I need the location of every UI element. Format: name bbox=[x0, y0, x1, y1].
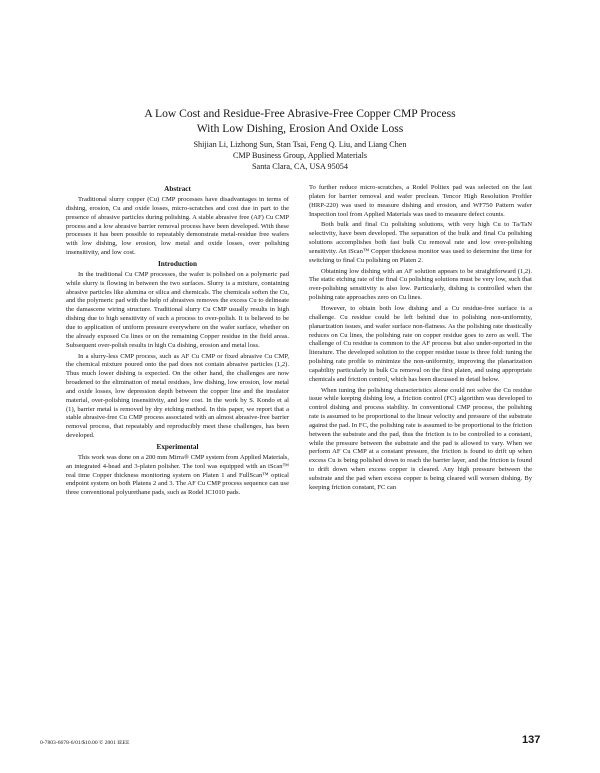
experimental-paragraph-1: This work was done on a 200 mm Mirra® CMP system from Applied Materials, an integrated 4-head and 3-platen polisher. The tool was equipped with an iScan™ real time Copper thickness monitoring system on Platen 1 and FullScan™ optical endpoint system on both Platens 2 and 3. The AF Cu CMP process sequence can use three conventional polyurethane pads, such as Rodel IC1010 pads. bbox=[66, 453, 289, 497]
right-paragraph-1: To further reduce micro-scratches, a Rodel Politex pad was selected on the last platen for barrier removal and wafer preclean. Tencor High Resolution Profiler (HRP-220) was used to measure dishing and erosion, and WF750 Pattern wafer Inspection tool from Applied Materials was used to measure defect counts. bbox=[309, 184, 532, 218]
paper-title bbox=[60, 106, 540, 136]
abstract-heading: Abstract bbox=[164, 185, 191, 193]
title-line-1: A Low Cost and Residue-Free Abrasive-Free Copper CMP Process bbox=[144, 107, 456, 120]
author-location: Santa Clara, CA, USA 95054 bbox=[252, 162, 348, 171]
page-number: 137 bbox=[522, 734, 541, 746]
author-affiliation: CMP Business Group, Applied Materials bbox=[232, 151, 368, 160]
right-column bbox=[309, 184, 532, 495]
experimental-heading: Experimental bbox=[156, 442, 199, 451]
abstract-paragraph: Traditional slurry copper (Cu) CMP processes have disadvantages in terms of dishing, erosion, Cu and oxide losses, micro-scratches and cost due in part to the presence of abrasive particles during polishing. A stable abrasive free (AF) Cu CMP process and a low abrasive barrier removal process have been developed. With these processes it has been possible to repeatably demonstrate metal-residue free wafers with low dishing, low erosion, low metal and oxide losses, over polishing insensitivity, and low cost. bbox=[66, 196, 289, 257]
right-paragraph-2: Both bulk and final Cu polishing solutions, with very high Cu to Ta/TaN selectivity, have been developed. The separation of the bulk and final Cu polishing solutions accomplishes both fast bulk Cu removal rate and low over-polishing sensitivity. An iScan™ Copper thickness monitor was used to determine the time for switching to final Cu polishing on Platen 2. bbox=[309, 221, 532, 264]
author-names: Shijian Li, Lizhong Sun, Stan Tsai, Feng Q. Liu, and Liang Chen bbox=[193, 140, 407, 149]
introduction-heading: Introduction bbox=[157, 259, 197, 268]
copyright-footer: 0-7803-6678-6/01/$10.00 © 2001 IEEE bbox=[40, 740, 130, 746]
title-line-2: With Low Dishing, Erosion And Oxide Loss bbox=[196, 122, 404, 135]
author-block bbox=[60, 139, 540, 172]
introduction-paragraph-2: In a slurry-less CMP process, such as AF Cu CMP or fixed abrasive Cu CMP, the chemical mixture poured onto the pad does not contain abrasive particles (1,2). Thus much lower dishing is expected. On the other hand, the challenges are now broadened to the elimination of metal residues, low dishing, low erosion, low metal and oxide losses, low depression depth between the copper line and the insulator material, over-polishing insensitivity, and low cost. In the work by S. Kondo et al (1), barrier metal is removed by dry etching method. In this paper, we report that a stable abrasive-free Cu CMP process associated with an almost abrasive-free barrier removal process, that repeatably and reproducibly meet these challenges, has been developed. bbox=[66, 352, 289, 440]
right-paragraph-3: Obtaining low dishing with an AF solution appears to be straightforward (1,2). The static etching rate of the final Cu polishing solutions must be very low, such that over-polishing sensitivity is also low. Particularly, dishing is controlled when the polishing rate approaches zero on Cu lines. bbox=[309, 267, 532, 302]
right-paragraph-5: When tuning the polishing characteristics alone could not solve the Cu residue issue while keeping dishing low, a friction control (FC) algorithm was developed to control dishing and process stability. In conventional CMP process, the polishing rate is assumed to be proportional to the linear velocity and pressure of the substrate against the pad. In FC, the polishing rate is assumed to be proportional to the friction between the substrate and the pad, thus the friction is to be controlled to a constant, while the pressure between the substrate and the pad is allowed to vary. When we perform AF Cu CMP at a constant pressure, the friction is found to drift up when excess Cu is being polished down to reach the barrier layer, and the friction is found to drift down when excess copper is cleared. Any high pressure between the substrate and the pad when excess copper is being cleared will worsen dishing. By keeping friction constant, FC can bbox=[309, 386, 532, 491]
introduction-paragraph-1: In the traditional Cu CMP processes, the wafer is polished on a polymeric pad while slurry is flowing in between the two surfaces. Slurry is a mixture, containing abrasive particles like alumina or silica and chemicals. The chemicals soften the Cu, and the polymeric pad with the help of abrasives removes the excess Cu to delineate the damascene wiring structure. Traditional slurry Cu CMP usually results in high dishing due to high sensitivity of such a process to over-polish. It is believed to be due to application of uniform pressure everywhere on the wafer surface, whether on the already exposed Cu lines or on the remaining Copper residue in the field areas. Subsequent over-polish results in high Cu dishing, erosion and metal loss. bbox=[66, 270, 289, 349]
left-column bbox=[66, 184, 289, 500]
right-paragraph-4: However, to obtain both low dishing and a Cu residue-free surface is a challenge. Cu residue could be left behind due to polishing non-uniformity, planarization issues, and wafer surface non-flatness. As the polishing rate drastically reduces on Cu lines, the polishing rate on copper residue goes to zero as well. The challenge of Cu residue is common to the AF process but also under-reported in the literature. The developed solution to the copper residue issue is three fold: tuning the polishing rate profile to minimize the non-uniformity, improving the planarization capability particularly in bulk Cu removal on the first platen, and using appropriate chemicals and friction control, which has been discussed in detail below. bbox=[309, 304, 532, 383]
